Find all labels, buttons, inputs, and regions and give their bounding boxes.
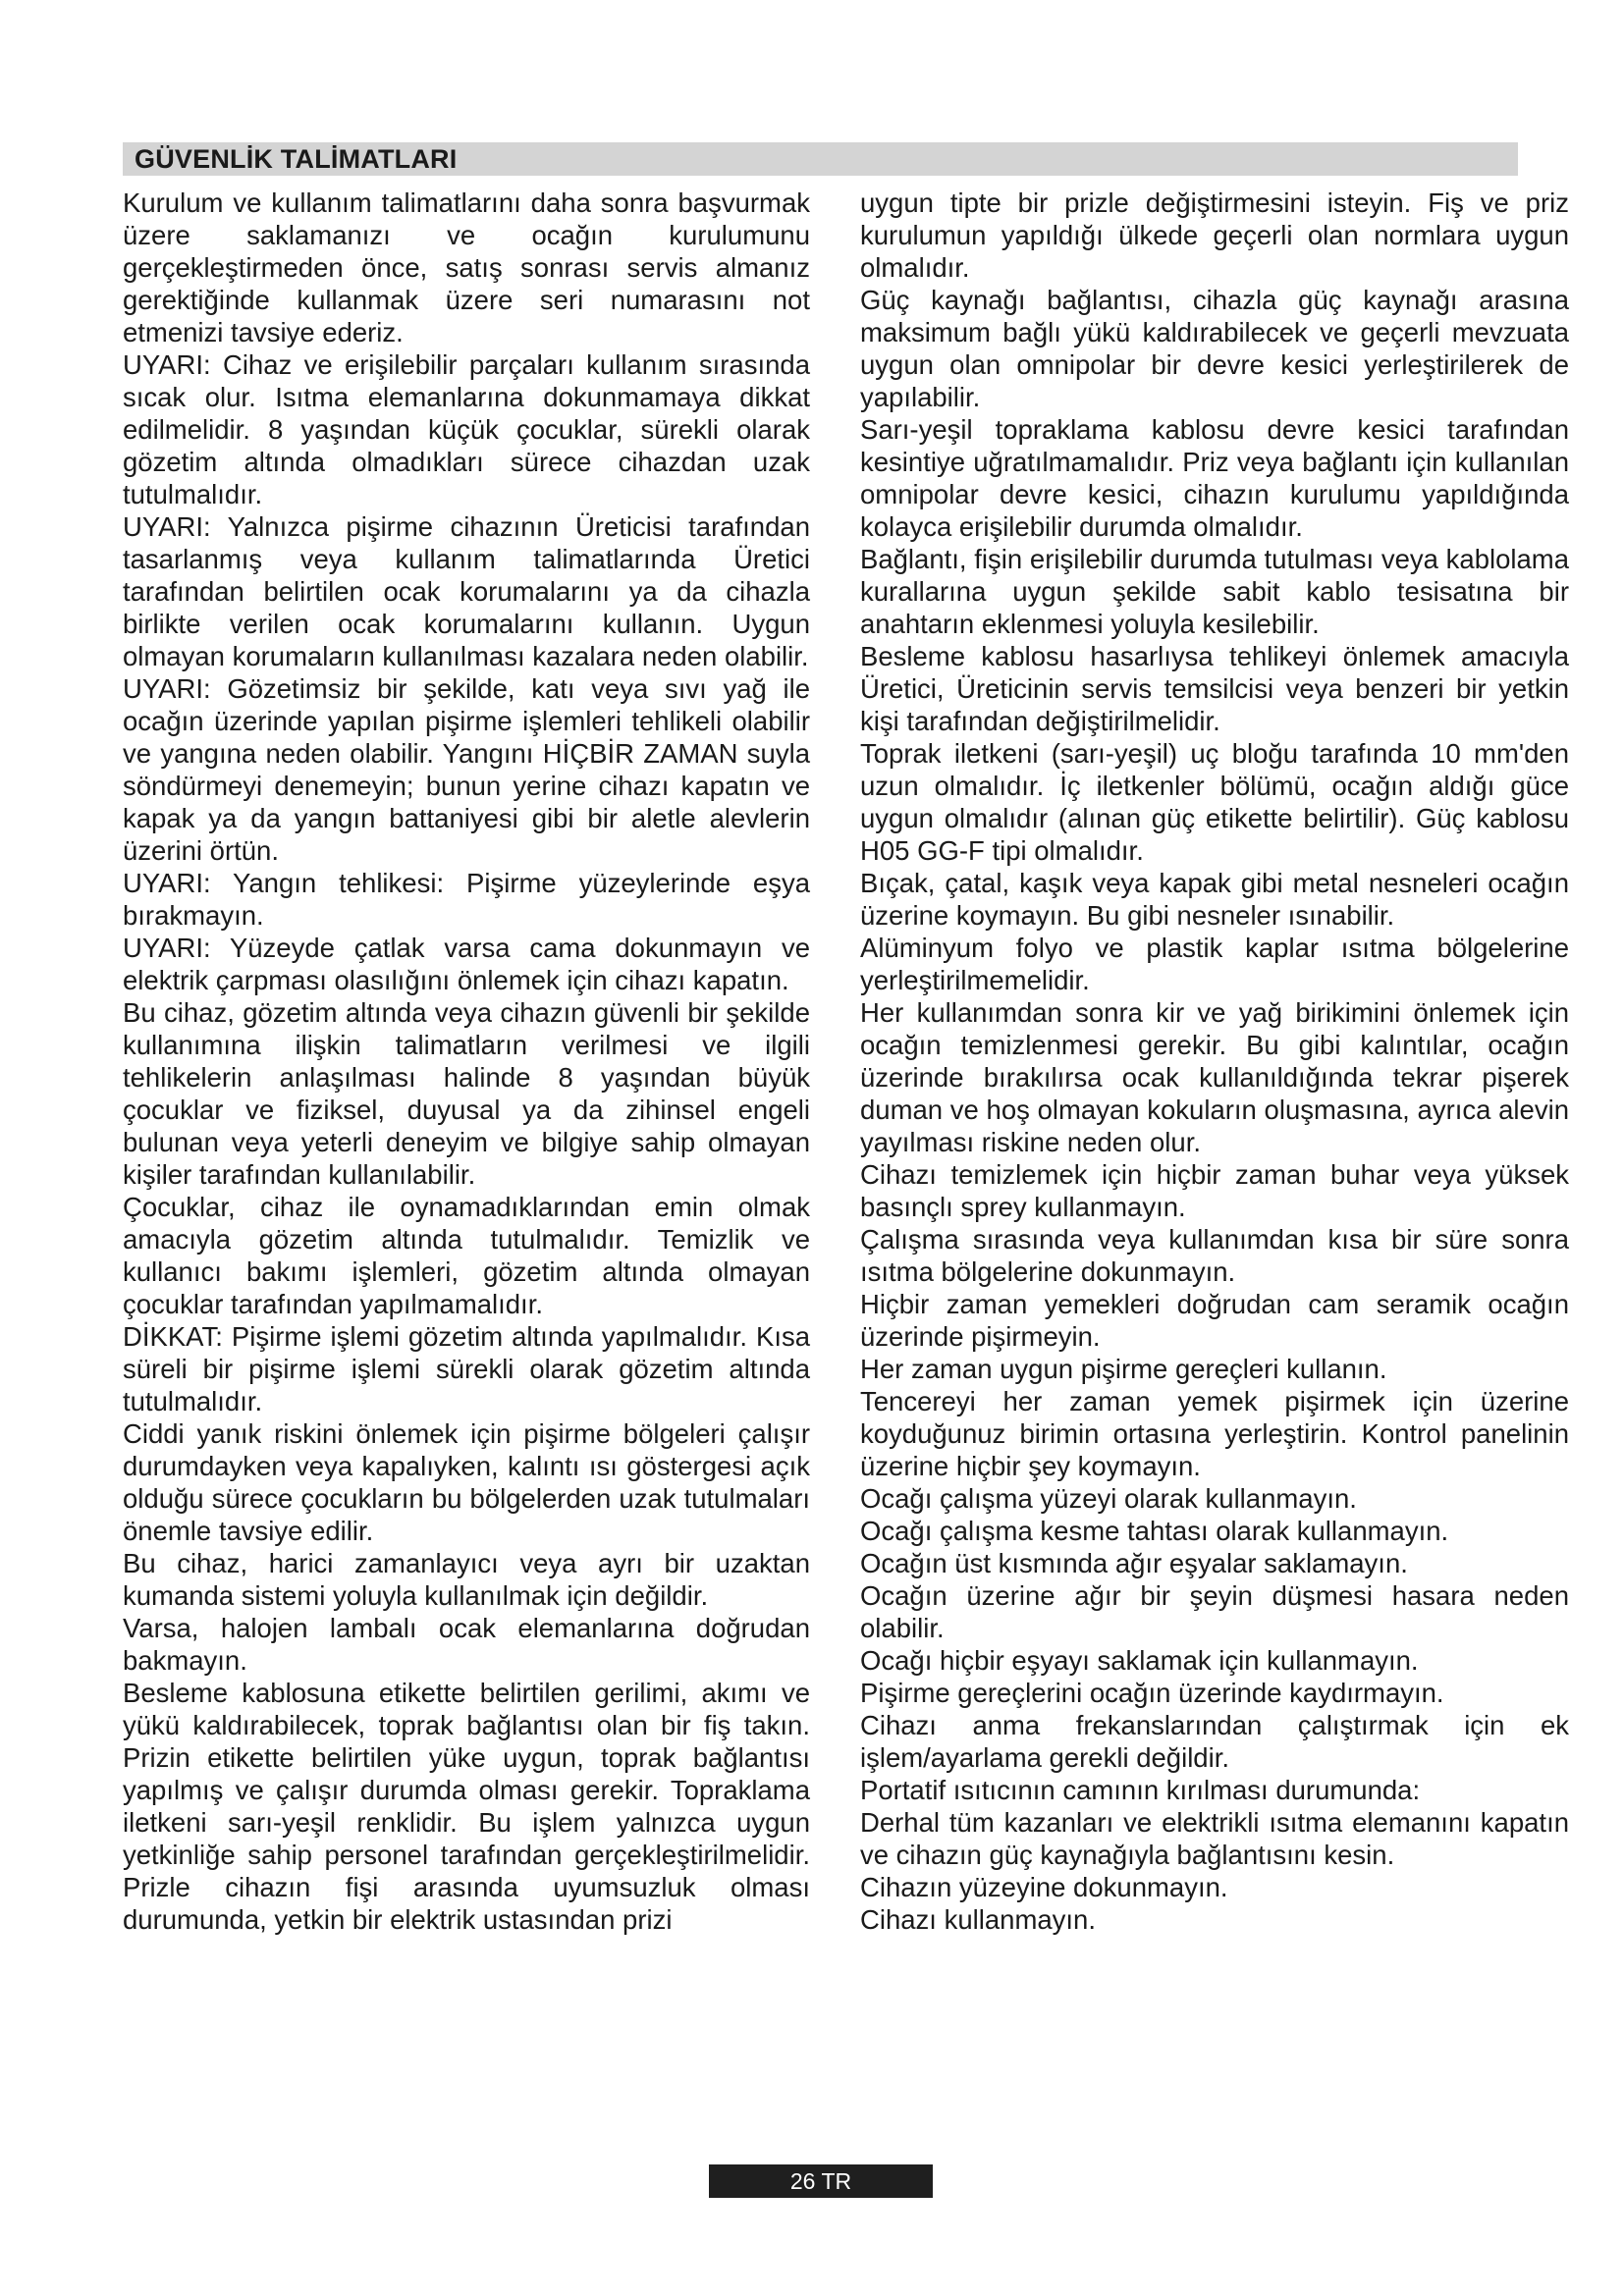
paragraph: Çocuklar, cihaz ile oynamadıklarından emin olmak amacıyla gözetim altında tutulmalıdır. Temizlik ve kullanıcı bakımı işlemleri, gözetim altında olmayan çocuklar tarafından yapılmamalıdır.	[123, 1192, 810, 1319]
paragraph: DİKKAT: Pişirme işlemi gözetim altında yapılmalıdır. Kısa süreli bir pişirme işlemi sürekli olarak gözetim altında tutulmalıdır.	[123, 1321, 810, 1416]
section-header-bar	[123, 142, 1518, 176]
paragraph: Cihazı kullanmayın.	[860, 1904, 1096, 1935]
left-text-column	[123, 187, 810, 1936]
paragraph: Toprak iletkeni (sarı-yeşil) uç bloğu tarafında 10 mm'den uzun olmalıdır. İç iletkenler bölümü, ocağın aldığı güce uygun olmalıdır (alınan güç etikette belirtilir). Güç kablosu H05 GG-F tipi olmalıdır.	[860, 738, 1569, 866]
paragraph: Cihazı anma frekanslarından çalıştırmak için ek işlem/ayarlama gerekli değildir.	[860, 1710, 1569, 1773]
paragraph: Kurulum ve kullanım talimatlarını daha sonra başvurmak üzere saklamanızı ve ocağın kurulumunu gerçekleştirmeden önce, satış sonrası servis almanız gerektiğinde kullanmak üzere seri numarasını not etmenizi tavsiye ederiz.	[123, 187, 810, 347]
paragraph: Ocağı hiçbir eşyayı saklamak için kullanmayın.	[860, 1645, 1419, 1676]
paragraph: Bıçak, çatal, kaşık veya kapak gibi metal nesneleri ocağın üzerine koymayın. Bu gibi nesneler ısınabilir.	[860, 868, 1569, 931]
paragraph: Ocağı çalışma kesme tahtası olarak kullanmayın.	[860, 1516, 1449, 1546]
paragraph: Bu cihaz, gözetim altında veya cihazın güvenli bir şekilde kullanımına ilişkin talimatların verilmesi ve ilgili tehlikelerin anlaşılması halinde 8 yaşından büyük çocuklar ve fiziksel, duyusal ya da zihinsel engeli bulunan veya yeterli deneyim ve bilgiye sahip olmayan kişiler tarafından kullanılabilir.	[123, 997, 810, 1190]
paragraph: Hiçbir zaman yemekleri doğrudan cam seramik ocağın üzerinde pişirmeyin.	[860, 1289, 1569, 1352]
page-number-badge: 26 TR	[709, 2164, 933, 2198]
paragraph: Bu cihaz, harici zamanlayıcı veya ayrı bir uzaktan kumanda sistemi yoluyla kullanılmak için değildir.	[123, 1548, 810, 1611]
paragraph: Tencereyi her zaman yemek pişirmek için üzerine koyduğunuz birimin ortasına yerleştirin. Kontrol panelinin üzerine hiçbir şey koymayın.	[860, 1386, 1569, 1481]
paragraph: uygun tipte bir prizle değiştirmesini isteyin. Fiş ve priz kurulumun yapıldığı ülkede geçerli olan normlara uygun olmalıdır.	[860, 187, 1569, 283]
right-text-column	[860, 187, 1569, 1936]
paragraph: Bağlantı, fişin erişilebilir durumda tutulması veya kablolama kurallarına uygun şekilde sabit kablo tesisatına bir anahtarın eklenmesi yoluyla kesilebilir.	[860, 544, 1569, 639]
paragraph: Ocağın üzerine ağır bir şeyin düşmesi hasara neden olabilir.	[860, 1580, 1569, 1643]
paragraph: Güç kaynağı bağlantısı, cihazla güç kaynağı arasına maksimum bağlı yükü kaldırabilecek ve geçerli mevzuata uygun olan omnipolar bir devre kesici yerleştirilerek de yapılabilir.	[860, 285, 1569, 412]
paragraph: UYARI: Cihaz ve erişilebilir parçaları kullanım sırasında sıcak olur. Isıtma elemanlarına dokunmamaya dikkat edilmelidir. 8 yaşından küçük çocuklar, sürekli olarak gözetim altında olmadıkları sürece cihazdan uzak tutulmalıdır.	[123, 349, 810, 509]
paragraph: UYARI: Yangın tehlikesi: Pişirme yüzeylerinde eşya bırakmayın.	[123, 868, 810, 931]
paragraph: Varsa, halojen lambalı ocak elemanlarına doğrudan bakmayın.	[123, 1613, 810, 1676]
paragraph: Ocağın üst kısmında ağır eşyalar saklamayın.	[860, 1548, 1408, 1578]
paragraph: Ciddi yanık riskini önlemek için pişirme bölgeleri çalışır durumdayken veya kapalıyken, kalıntı ısı göstergesi açık olduğu sürece çocukların bu bölgelerden uzak tutulmaları önemle tavsiye edilir.	[123, 1418, 810, 1546]
paragraph: Pişirme gereçlerini ocağın üzerinde kaydırmayın.	[860, 1678, 1444, 1708]
paragraph: UYARI: Yalnızca pişirme cihazının Üreticisi tarafından tasarlanmış veya kullanım talimatlarında Üretici tarafından belirtilen ocak korumalarını ya da cihazla birlikte verilen ocak korumalarını kullanın. Uygun olmayan korumaların kullanılması kazalara neden olabilir.	[123, 511, 810, 671]
paragraph: Portatif ısıtıcının camının kırılması durumunda:	[860, 1775, 1421, 1805]
paragraph: Cihazı temizlemek için hiçbir zaman buhar veya yüksek basınçlı sprey kullanmayın.	[860, 1159, 1569, 1222]
paragraph: Derhal tüm kazanları ve elektrikli ısıtma elemanını kapatın ve cihazın güç kaynağıyla bağlantısını kesin.	[860, 1807, 1569, 1870]
paragraph: Cihazın yüzeyine dokunmayın.	[860, 1872, 1228, 1902]
paragraph: Her kullanımdan sonra kir ve yağ birikimini önlemek için ocağın temizlenmesi gerekir. Bu gibi kalıntılar, ocağın üzerinde bırakılırsa ocak kullanıldığında tekrar pişerek duman ve hoş olmayan kokuların oluşmasına, ayrıca alevin yayılması riskine neden olur.	[860, 997, 1569, 1157]
paragraph: Alüminyum folyo ve plastik kaplar ısıtma bölgelerine yerleştirilmemelidir.	[860, 933, 1569, 995]
paragraph: Her zaman uygun pişirme gereçleri kullanın.	[860, 1354, 1387, 1384]
paragraph: UYARI: Gözetimsiz bir şekilde, katı veya sıvı yağ ile ocağın üzerinde yapılan pişirme işlemleri tehlikeli olabilir ve yangına neden olabilir. Yangını HİÇBİR ZAMAN suyla söndürmeyi denemeyin; bunun yerine cihazı kapatın ve kapak ya da yangın battaniyesi gibi bir aletle alevlerin üzerini örtün.	[123, 673, 810, 866]
paragraph: Çalışma sırasında veya kullanımdan kısa bir süre sonra ısıtma bölgelerine dokunmayın.	[860, 1224, 1569, 1287]
paragraph: Ocağı çalışma yüzeyi olarak kullanmayın.	[860, 1483, 1357, 1514]
paragraph: Besleme kablosu hasarlıysa tehlikeyi önlemek amacıyla Üretici, Üreticinin servis temsilcisi veya benzeri bir yetkin kişi tarafından değiştirilmelidir.	[860, 641, 1569, 736]
paragraph: UYARI: Yüzeyde çatlak varsa cama dokunmayın ve elektrik çarpması olasılığını önlemek için cihazı kapatın.	[123, 933, 810, 995]
section-title: GÜVENLİK TALİMATLARI	[135, 144, 458, 174]
paragraph: Sarı-yeşil topraklama kablosu devre kesici tarafından kesintiye uğratılmamalıdır. Priz veya bağlantı için kullanılan omnipolar devre kesici, cihazın kurulumu yapıldığında kolayca erişilebilir durumda olmalıdır.	[860, 414, 1569, 542]
paragraph: Besleme kablosuna etikette belirtilen gerilimi, akımı ve yükü kaldırabilecek, toprak bağlantısı olan bir fiş takın. Prizin etikette belirtilen yüke uygun, toprak bağlantısı yapılmış ve çalışır durumda olması gerekir. Topraklama iletkeni sarı-yeşil renklidir. Bu işlem yalnızca uygun yetkinliğe sahip personel tarafından gerçekleştirilmelidir. Prizle cihazın fişi arasında uyumsuzluk olması durumunda, yetkin bir elektrik ustasından prizi	[123, 1678, 810, 1935]
